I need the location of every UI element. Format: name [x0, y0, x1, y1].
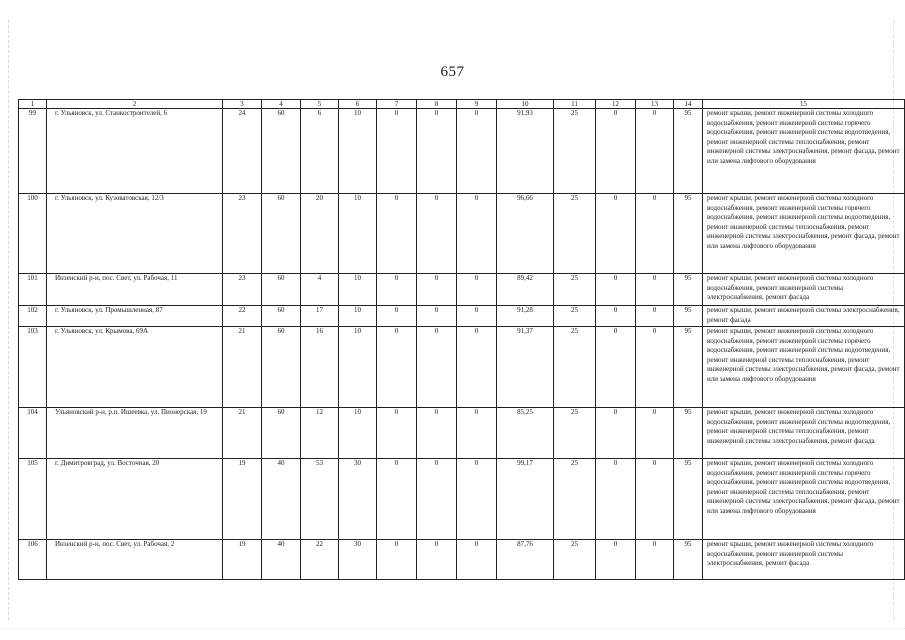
cell-col-13: 0	[636, 327, 674, 408]
cell-col-7: 0	[377, 540, 417, 580]
cell-col-12: 0	[596, 327, 636, 408]
cell-col-5: 6	[301, 109, 339, 194]
cell-col-13: 0	[636, 459, 674, 540]
cell-col-3: 19	[223, 540, 262, 580]
cell-col-14: 95	[674, 327, 703, 408]
cell-col-12: 0	[596, 459, 636, 540]
cell-col-11: 25	[554, 459, 596, 540]
cell-col-6: 10	[339, 194, 377, 274]
column-number: 3	[223, 100, 262, 109]
cell-col-12: 0	[596, 408, 636, 459]
scan-bottom-artifact	[0, 628, 905, 635]
table-header	[19, 100, 905, 109]
cell-col-13: 0	[636, 109, 674, 194]
cell-col-12: 0	[596, 306, 636, 327]
repair-works: ремонт крыши, ремонт инженерной системы холодного водоснабжения, ремонт инженерной системы горячего водоснабжения, ремонт инженерной системы водоотведения, ремонт инженерной системы теплоснабжения, ремонт инженерной системы электроснабжения, ремонт фасада, ремонт или замена лифтового оборудования	[703, 109, 905, 194]
building-address: Инзенский р-н, пос. Свет, ул. Рабочая, 11	[47, 274, 223, 306]
column-number: 10	[497, 100, 554, 109]
building-address: Инзенский р-н, пос. Свет, ул. Рабочая, 2	[47, 540, 223, 580]
column-number: 14	[674, 100, 703, 109]
cell-col-8: 0	[417, 459, 457, 540]
cell-col-11: 25	[554, 109, 596, 194]
cell-col-9: 0	[457, 274, 497, 306]
cell-col-8: 0	[417, 327, 457, 408]
cell-col-3: 21	[223, 327, 262, 408]
table-row	[19, 408, 905, 459]
scan-margin-line-left	[8, 20, 9, 620]
row-number: 102	[19, 306, 47, 327]
cell-col-13: 0	[636, 306, 674, 327]
row-number: 105	[19, 459, 47, 540]
cell-col-14: 95	[674, 274, 703, 306]
cell-col-5: 53	[301, 459, 339, 540]
cell-col-10: 91,28	[497, 306, 554, 327]
row-number: 99	[19, 109, 47, 194]
cell-col-14: 95	[674, 408, 703, 459]
table-row	[19, 109, 905, 194]
repair-program-table	[18, 99, 905, 580]
cell-col-12: 0	[596, 540, 636, 580]
cell-col-7: 0	[377, 274, 417, 306]
table-row	[19, 327, 905, 408]
cell-col-7: 0	[377, 306, 417, 327]
column-number: 5	[301, 100, 339, 109]
building-address: г. Ульяновск, ул. Кузоватовская, 12/3	[47, 194, 223, 274]
row-number: 101	[19, 274, 47, 306]
cell-col-10: 91,93	[497, 109, 554, 194]
cell-col-11: 25	[554, 327, 596, 408]
cell-col-6: 10	[339, 274, 377, 306]
cell-col-10: 85,25	[497, 408, 554, 459]
cell-col-10: 96,66	[497, 194, 554, 274]
cell-col-13: 0	[636, 408, 674, 459]
cell-col-9: 0	[457, 540, 497, 580]
cell-col-8: 0	[417, 194, 457, 274]
cell-col-13: 0	[636, 194, 674, 274]
cell-col-7: 0	[377, 459, 417, 540]
cell-col-4: 60	[262, 327, 301, 408]
cell-col-6: 10	[339, 408, 377, 459]
cell-col-6: 30	[339, 540, 377, 580]
cell-col-9: 0	[457, 194, 497, 274]
cell-col-10: 87,76	[497, 540, 554, 580]
cell-col-9: 0	[457, 408, 497, 459]
repair-works: ремонт крыши, ремонт инженерной системы холодного водоснабжения, ремонт инженерной системы горячего водоснабжения, ремонт инженерной системы водоотведения, ремонт инженерной системы теплоснабжения, ремонт инженерной системы электроснабжения, ремонт фасада, ремонт или замена лифтового оборудования	[703, 459, 905, 540]
cell-col-3: 23	[223, 274, 262, 306]
cell-col-3: 21	[223, 408, 262, 459]
cell-col-8: 0	[417, 540, 457, 580]
table-row	[19, 274, 905, 306]
cell-col-11: 25	[554, 540, 596, 580]
column-number: 9	[457, 100, 497, 109]
column-number: 8	[417, 100, 457, 109]
cell-col-4: 40	[262, 540, 301, 580]
cell-col-5: 17	[301, 306, 339, 327]
row-number: 103	[19, 327, 47, 408]
cell-col-9: 0	[457, 306, 497, 327]
cell-col-5: 22	[301, 540, 339, 580]
cell-col-14: 95	[674, 459, 703, 540]
cell-col-8: 0	[417, 109, 457, 194]
table-row	[19, 459, 905, 540]
cell-col-14: 95	[674, 109, 703, 194]
cell-col-10: 99,17	[497, 459, 554, 540]
cell-col-6: 10	[339, 327, 377, 408]
cell-col-12: 0	[596, 274, 636, 306]
cell-col-13: 0	[636, 274, 674, 306]
cell-col-11: 25	[554, 408, 596, 459]
page-number: 657	[440, 64, 465, 80]
column-number: 1	[19, 100, 47, 109]
table-row	[19, 540, 905, 580]
repair-works: ремонт крыши, ремонт инженерной системы холодного водоснабжения, ремонт инженерной системы электроснабжения, ремонт фасада	[703, 274, 905, 306]
cell-col-7: 0	[377, 109, 417, 194]
cell-col-5: 16	[301, 327, 339, 408]
table-row	[19, 194, 905, 274]
cell-col-9: 0	[457, 459, 497, 540]
building-address: Ульяновский р-н, р.п. Ишеевка, ул. Пионерская, 19	[47, 408, 223, 459]
column-number: 13	[636, 100, 674, 109]
cell-col-7: 0	[377, 327, 417, 408]
row-number: 100	[19, 194, 47, 274]
column-number: 12	[596, 100, 636, 109]
column-number-row	[19, 100, 905, 109]
cell-col-6: 30	[339, 459, 377, 540]
cell-col-8: 0	[417, 306, 457, 327]
cell-col-14: 95	[674, 306, 703, 327]
column-number: 7	[377, 100, 417, 109]
cell-col-12: 0	[596, 109, 636, 194]
cell-col-11: 25	[554, 194, 596, 274]
cell-col-10: 91,37	[497, 327, 554, 408]
cell-col-4: 60	[262, 194, 301, 274]
cell-col-4: 60	[262, 274, 301, 306]
cell-col-12: 0	[596, 194, 636, 274]
column-number: 15	[703, 100, 905, 109]
cell-col-6: 10	[339, 109, 377, 194]
repair-works: ремонт крыши, ремонт инженерной системы холодного водоснабжения, ремонт инженерной системы электроснабжения, ремонт фасада	[703, 540, 905, 580]
cell-col-9: 0	[457, 109, 497, 194]
cell-col-8: 0	[417, 274, 457, 306]
repair-works: ремонт крыши, ремонт инженерной системы холодного водоснабжения, ремонт инженерной системы горячего водоснабжения, ремонт инженерной системы водоотведения, ремонт инженерной системы теплоснабжения, ремонт инженерной системы электроснабжения, ремонт фасада, ремонт или замена лифтового оборудования	[703, 327, 905, 408]
building-address: г. Димитровград, ул. Восточная, 20	[47, 459, 223, 540]
cell-col-10: 89,42	[497, 274, 554, 306]
cell-col-6: 10	[339, 306, 377, 327]
cell-col-13: 0	[636, 540, 674, 580]
table-row	[19, 306, 905, 327]
table-body	[19, 109, 905, 580]
cell-col-4: 60	[262, 109, 301, 194]
repair-program-table-container	[18, 99, 900, 580]
cell-col-9: 0	[457, 327, 497, 408]
column-number: 2	[47, 100, 223, 109]
repair-works: ремонт крыши, ремонт инженерной системы электроснабжения, ремонт фасада	[703, 306, 905, 327]
cell-col-3: 24	[223, 109, 262, 194]
row-number: 104	[19, 408, 47, 459]
cell-col-5: 20	[301, 194, 339, 274]
column-number: 11	[554, 100, 596, 109]
repair-works: ремонт крыши, ремонт инженерной системы холодного водоснабжения, ремонт инженерной системы водоотведения, ремонт инженерной системы теплоснабжения, ремонт инженерной системы электроснабжения, ремонт фасада	[703, 408, 905, 459]
building-address: г. Ульяновск, ул. Станкостроителей, 6	[47, 109, 223, 194]
column-number: 6	[339, 100, 377, 109]
building-address: г. Ульяновск, ул. Крымова, 69А	[47, 327, 223, 408]
repair-works: ремонт крыши, ремонт инженерной системы холодного водоснабжения, ремонт инженерной системы горячего водоснабжения, ремонт инженерной системы водоотведения, ремонт инженерной системы теплоснабжения, ремонт инженерной системы электроснабжения, ремонт фасада, ремонт или замена лифтового оборудования	[703, 194, 905, 274]
building-address: г. Ульяновск, ул. Промышленная, 87	[47, 306, 223, 327]
cell-col-5: 4	[301, 274, 339, 306]
cell-col-4: 60	[262, 306, 301, 327]
cell-col-11: 25	[554, 274, 596, 306]
cell-col-14: 95	[674, 194, 703, 274]
column-number: 4	[262, 100, 301, 109]
cell-col-7: 0	[377, 194, 417, 274]
cell-col-11: 25	[554, 306, 596, 327]
cell-col-3: 19	[223, 459, 262, 540]
cell-col-5: 12	[301, 408, 339, 459]
cell-col-3: 22	[223, 306, 262, 327]
cell-col-4: 60	[262, 408, 301, 459]
cell-col-14: 95	[674, 540, 703, 580]
cell-col-8: 0	[417, 408, 457, 459]
cell-col-3: 23	[223, 194, 262, 274]
cell-col-4: 40	[262, 459, 301, 540]
cell-col-7: 0	[377, 408, 417, 459]
row-number: 106	[19, 540, 47, 580]
